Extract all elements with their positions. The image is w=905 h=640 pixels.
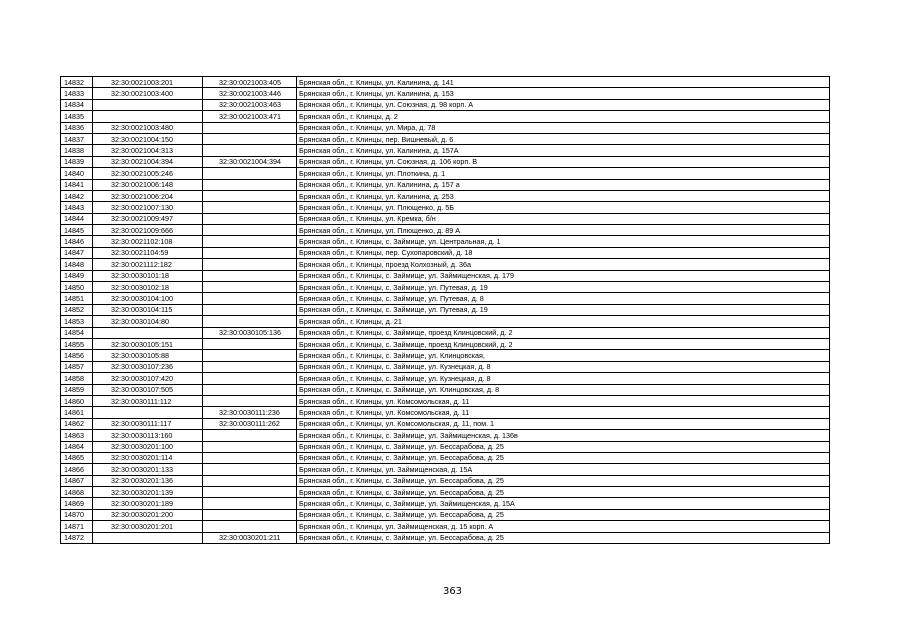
table-row [61, 247, 830, 258]
table-row [61, 395, 830, 406]
table-row [61, 487, 830, 498]
building-cadastral-cell [203, 373, 297, 384]
cadastral-number-cell: 32:30:0021006:204 [93, 190, 203, 201]
table-row [61, 384, 830, 395]
row-number-cell: 14863 [61, 430, 93, 441]
cadastral-number-cell: 32:30:0021005:246 [93, 168, 203, 179]
row-number-cell: 14845 [61, 225, 93, 236]
table-row [61, 464, 830, 475]
row-number-cell: 14833 [61, 88, 93, 99]
table-body [61, 77, 830, 544]
building-cadastral-cell [203, 521, 297, 532]
row-number-cell: 14855 [61, 338, 93, 349]
table-row [61, 293, 830, 304]
building-cadastral-cell [203, 452, 297, 463]
address-cell: Брянская обл., г. Клинцы, с. Займище, проезд Клинцовский, д. 2 [297, 327, 830, 338]
row-number-cell: 14840 [61, 168, 93, 179]
row-number-cell: 14835 [61, 111, 93, 122]
building-cadastral-cell: 32:30:0021004:394 [203, 156, 297, 167]
row-number-cell: 14870 [61, 509, 93, 520]
building-cadastral-cell [203, 384, 297, 395]
table-row [61, 418, 830, 429]
table-row [61, 77, 830, 88]
row-number-cell: 14841 [61, 179, 93, 190]
row-number-cell: 14851 [61, 293, 93, 304]
row-number-cell: 14853 [61, 316, 93, 327]
address-cell: Брянская обл., г. Клинцы, с. Займище, ул. Кузнецкая, д. 8 [297, 373, 830, 384]
address-cell: Брянская обл., г. Клинцы, ул. Комсомольская, д. 11 [297, 407, 830, 418]
table-row [61, 270, 830, 281]
page-number: 363 [442, 586, 463, 597]
cadastral-number-cell: 32:30:0030201:133 [93, 464, 203, 475]
cadastral-number-cell: 32:30:0021007:130 [93, 202, 203, 213]
building-cadastral-cell [203, 487, 297, 498]
cadastral-number-cell: 32:30:0030107:420 [93, 373, 203, 384]
address-cell: Брянская обл., г. Клинцы, с. Займище, ул. Путевая, д. 19 [297, 304, 830, 315]
address-cell: Брянская обл., г. Клинцы, ул. Плоткина, д. 1 [297, 168, 830, 179]
table-row [61, 259, 830, 270]
row-number-cell: 14871 [61, 521, 93, 532]
cadastral-number-cell: 32:30:0021004:150 [93, 133, 203, 144]
table-row [61, 338, 830, 349]
row-number-cell: 14858 [61, 373, 93, 384]
cadastral-number-cell: 32:30:0030104:115 [93, 304, 203, 315]
cadastral-number-cell: 32:30:0021009:497 [93, 213, 203, 224]
address-cell: Брянская обл., г. Клинцы, с. Займище, ул. Бессарабова, д. 25 [297, 452, 830, 463]
row-number-cell: 14846 [61, 236, 93, 247]
building-cadastral-cell [203, 350, 297, 361]
address-cell: Брянская обл., г. Клинцы, с. Займище, ул. Бессарабова, д. 25 [297, 532, 830, 543]
table-row [61, 145, 830, 156]
table-row [61, 304, 830, 315]
cadastral-number-cell: 32:30:0021003:480 [93, 122, 203, 133]
row-number-cell: 14857 [61, 361, 93, 372]
table-row [61, 213, 830, 224]
building-cadastral-cell [203, 133, 297, 144]
row-number-cell: 14849 [61, 270, 93, 281]
cadastral-number-cell: 32:30:0021004:394 [93, 156, 203, 167]
table-row [61, 430, 830, 441]
building-cadastral-cell: 32:30:0030105:136 [203, 327, 297, 338]
row-number-cell: 14837 [61, 133, 93, 144]
row-number-cell: 14860 [61, 395, 93, 406]
cadastral-number-cell: 32:30:0021009:666 [93, 225, 203, 236]
address-cell: Брянская обл., г. Клинцы, с. Займище, ул. Центральная, д. 1 [297, 236, 830, 247]
address-cell: Брянская обл., г. Клинцы, с. Займище, ул. Бессарабова, д. 25 [297, 487, 830, 498]
address-cell: Брянская обл., г. Клинцы, проезд Колхозный, д. 36а [297, 259, 830, 270]
cadastral-number-cell: 32:30:0021003:201 [93, 77, 203, 88]
cadastral-number-cell [93, 99, 203, 110]
table-row [61, 475, 830, 486]
address-cell: Брянская обл., г. Клинцы, ул. Калинина, д. 141 [297, 77, 830, 88]
building-cadastral-cell [203, 293, 297, 304]
building-cadastral-cell [203, 179, 297, 190]
cadastral-number-cell: 32:30:0030113:160 [93, 430, 203, 441]
cadastral-number-cell [93, 111, 203, 122]
building-cadastral-cell [203, 236, 297, 247]
address-cell: Брянская обл., г. Клинцы, пер. Сухопаровский, д. 18 [297, 247, 830, 258]
address-cell: Брянская обл., г. Клинцы, с. Займище, проезд Клинцовский, д. 2 [297, 338, 830, 349]
building-cadastral-cell [203, 247, 297, 258]
table-row [61, 521, 830, 532]
building-cadastral-cell [203, 145, 297, 156]
address-cell: Брянская обл., г. Клинцы, ул. Союзная, д. 106 корп. В [297, 156, 830, 167]
row-number-cell: 14847 [61, 247, 93, 258]
property-table [60, 76, 830, 544]
table-row [61, 111, 830, 122]
cadastral-number-cell [93, 327, 203, 338]
table-row [61, 236, 830, 247]
table-row [61, 441, 830, 452]
row-number-cell: 14844 [61, 213, 93, 224]
table-row [61, 407, 830, 418]
address-cell: Брянская обл., г. Клинцы, ул. Калинина, д. 153 [297, 88, 830, 99]
cadastral-number-cell: 32:30:0030104:80 [93, 316, 203, 327]
cadastral-number-cell: 32:30:0021004:313 [93, 145, 203, 156]
table-row [61, 532, 830, 543]
cadastral-number-cell: 32:30:0021104:59 [93, 247, 203, 258]
row-number-cell: 14869 [61, 498, 93, 509]
cadastral-number-cell: 32:30:0021112:182 [93, 259, 203, 270]
row-number-cell: 14859 [61, 384, 93, 395]
row-number-cell: 14838 [61, 145, 93, 156]
cadastral-number-cell: 32:30:0030201:201 [93, 521, 203, 532]
cadastral-number-cell: 32:30:0030201:200 [93, 509, 203, 520]
building-cadastral-cell: 32:30:0030111:236 [203, 407, 297, 418]
row-number-cell: 14868 [61, 487, 93, 498]
building-cadastral-cell [203, 441, 297, 452]
address-cell: Брянская обл., г. Клинцы, ул. Плющенко, д. 89 А [297, 225, 830, 236]
building-cadastral-cell [203, 259, 297, 270]
cadastral-number-cell: 32:30:0030105:151 [93, 338, 203, 349]
address-cell: Брянская обл., г. Клинцы, ул. Займищенская, д. 15 корп. А [297, 521, 830, 532]
building-cadastral-cell: 32:30:0021003:446 [203, 88, 297, 99]
cadastral-number-cell: 32:30:0030111:112 [93, 395, 203, 406]
table-row [61, 498, 830, 509]
cadastral-number-cell: 32:30:0030107:236 [93, 361, 203, 372]
building-cadastral-cell [203, 168, 297, 179]
row-number-cell: 14843 [61, 202, 93, 213]
address-cell: Брянская обл., г. Клинцы, с. Займище, ул. Займищенская, д. 179 [297, 270, 830, 281]
cadastral-number-cell: 32:30:0021102:108 [93, 236, 203, 247]
cadastral-number-cell [93, 532, 203, 543]
cadastral-number-cell: 32:30:0030201:114 [93, 452, 203, 463]
building-cadastral-cell [203, 225, 297, 236]
table-row [61, 509, 830, 520]
cadastral-number-cell: 32:30:0030201:100 [93, 441, 203, 452]
building-cadastral-cell [203, 213, 297, 224]
row-number-cell: 14839 [61, 156, 93, 167]
cadastral-number-cell: 32:30:0021006:148 [93, 179, 203, 190]
row-number-cell: 14856 [61, 350, 93, 361]
address-cell: Брянская обл., г. Клинцы, с. Займище, ул. Путевая, д. 19 [297, 282, 830, 293]
building-cadastral-cell [203, 202, 297, 213]
cadastral-number-cell: 32:30:0030111:117 [93, 418, 203, 429]
building-cadastral-cell: 32:30:0021003:463 [203, 99, 297, 110]
address-cell: Брянская обл., г. Клинцы, с. Займище, ул. Путевая, д. 8 [297, 293, 830, 304]
table-row [61, 190, 830, 201]
building-cadastral-cell: 32:30:0030111:262 [203, 418, 297, 429]
address-cell: Брянская обл., г. Клинцы, с. Займище, ул. Займищенская, д. 136в [297, 430, 830, 441]
cadastral-number-cell: 32:30:0030102:18 [93, 282, 203, 293]
address-cell: Брянская обл., г. Клинцы, ул. Мира, д. 78 [297, 122, 830, 133]
address-cell: Брянская обл., г. Клинцы, с. Займище, ул. Кузнецкая, д. 8 [297, 361, 830, 372]
table-row [61, 156, 830, 167]
address-cell: Брянская обл., г. Клинцы, ул. Займищенская, д. 15А [297, 464, 830, 475]
table-row [61, 282, 830, 293]
row-number-cell: 14867 [61, 475, 93, 486]
row-number-cell: 14832 [61, 77, 93, 88]
building-cadastral-cell [203, 338, 297, 349]
building-cadastral-cell [203, 509, 297, 520]
row-number-cell: 14866 [61, 464, 93, 475]
table-row [61, 202, 830, 213]
building-cadastral-cell: 32:30:0030201:211 [203, 532, 297, 543]
row-number-cell: 14865 [61, 452, 93, 463]
address-cell: Брянская обл., г. Клинцы, ул. Кремка, б/н [297, 213, 830, 224]
cadastral-number-cell: 32:30:0021003:400 [93, 88, 203, 99]
cadastral-number-cell: 32:30:0030107:505 [93, 384, 203, 395]
cadastral-number-cell: 32:30:0030201:189 [93, 498, 203, 509]
table-row [61, 168, 830, 179]
building-cadastral-cell [203, 122, 297, 133]
building-cadastral-cell: 32:30:0021003:471 [203, 111, 297, 122]
row-number-cell: 14850 [61, 282, 93, 293]
building-cadastral-cell [203, 282, 297, 293]
address-cell: Брянская обл., г. Клинцы, д. 2 [297, 111, 830, 122]
table-row [61, 327, 830, 338]
address-cell: Брянская обл., г. Клинцы, с. Займище, ул. Клинцовская, д. 8 [297, 384, 830, 395]
cadastral-number-cell [93, 407, 203, 418]
address-cell: Брянская обл., г. Клинцы, с. Займище, ул. Бессарабова, д. 25 [297, 509, 830, 520]
cadastral-number-cell: 32:30:0030201:139 [93, 487, 203, 498]
table-row [61, 88, 830, 99]
table-row [61, 373, 830, 384]
row-number-cell: 14854 [61, 327, 93, 338]
address-cell: Брянская обл., г. Клинцы, с. Займище, ул. Клинцовская, [297, 350, 830, 361]
row-number-cell: 14836 [61, 122, 93, 133]
address-cell: Брянская обл., г. Клинцы, ул. Калинина, д. 253 [297, 190, 830, 201]
building-cadastral-cell [203, 464, 297, 475]
row-number-cell: 14848 [61, 259, 93, 270]
row-number-cell: 14852 [61, 304, 93, 315]
row-number-cell: 14862 [61, 418, 93, 429]
table-row [61, 452, 830, 463]
building-cadastral-cell [203, 190, 297, 201]
table-row [61, 316, 830, 327]
building-cadastral-cell [203, 475, 297, 486]
address-cell: Брянская обл., г. Клинцы, ул. Комсомольская, д. 11 [297, 395, 830, 406]
row-number-cell: 14861 [61, 407, 93, 418]
address-cell: Брянская обл., г. Клинцы, с. Займище, ул. Бессарабова, д. 25 [297, 441, 830, 452]
building-cadastral-cell [203, 361, 297, 372]
table-row [61, 225, 830, 236]
address-cell: Брянская обл., г. Клинцы, с. Займище, ул. Займищенская, д. 15А [297, 498, 830, 509]
building-cadastral-cell: 32:30:0021003:405 [203, 77, 297, 88]
address-cell: Брянская обл., г. Клинцы, ул. Калинина, д. 157А [297, 145, 830, 156]
cadastral-number-cell: 32:30:0030101:18 [93, 270, 203, 281]
table-row [61, 350, 830, 361]
address-cell: Брянская обл., г. Клинцы, д. 21 [297, 316, 830, 327]
row-number-cell: 14834 [61, 99, 93, 110]
table-row [61, 99, 830, 110]
address-cell: Брянская обл., г. Клинцы, ул. Союзная, д. 98 корп. А [297, 99, 830, 110]
building-cadastral-cell [203, 304, 297, 315]
address-cell: Брянская обл., г. Клинцы, ул. Калинина, д. 157 а [297, 179, 830, 190]
building-cadastral-cell [203, 270, 297, 281]
table-row [61, 179, 830, 190]
address-cell: Брянская обл., г. Клинцы, с. Займище, ул. Бессарабова, д. 25 [297, 475, 830, 486]
building-cadastral-cell [203, 430, 297, 441]
table-row [61, 133, 830, 144]
cadastral-number-cell: 32:30:0030104:100 [93, 293, 203, 304]
table-row [61, 122, 830, 133]
row-number-cell: 14872 [61, 532, 93, 543]
address-cell: Брянская обл., г. Клинцы, пер. Вишневый, д. 6 [297, 133, 830, 144]
address-cell: Брянская обл., г. Клинцы, ул. Комсомольская, д. 11, пом. 1 [297, 418, 830, 429]
cadastral-number-cell: 32:30:0030105:88 [93, 350, 203, 361]
address-cell: Брянская обл., г. Клинцы, ул. Плющенко, д. 5Б [297, 202, 830, 213]
table-row [61, 361, 830, 372]
row-number-cell: 14842 [61, 190, 93, 201]
building-cadastral-cell [203, 498, 297, 509]
building-cadastral-cell [203, 395, 297, 406]
building-cadastral-cell [203, 316, 297, 327]
cadastral-number-cell: 32:30:0030201:136 [93, 475, 203, 486]
row-number-cell: 14864 [61, 441, 93, 452]
